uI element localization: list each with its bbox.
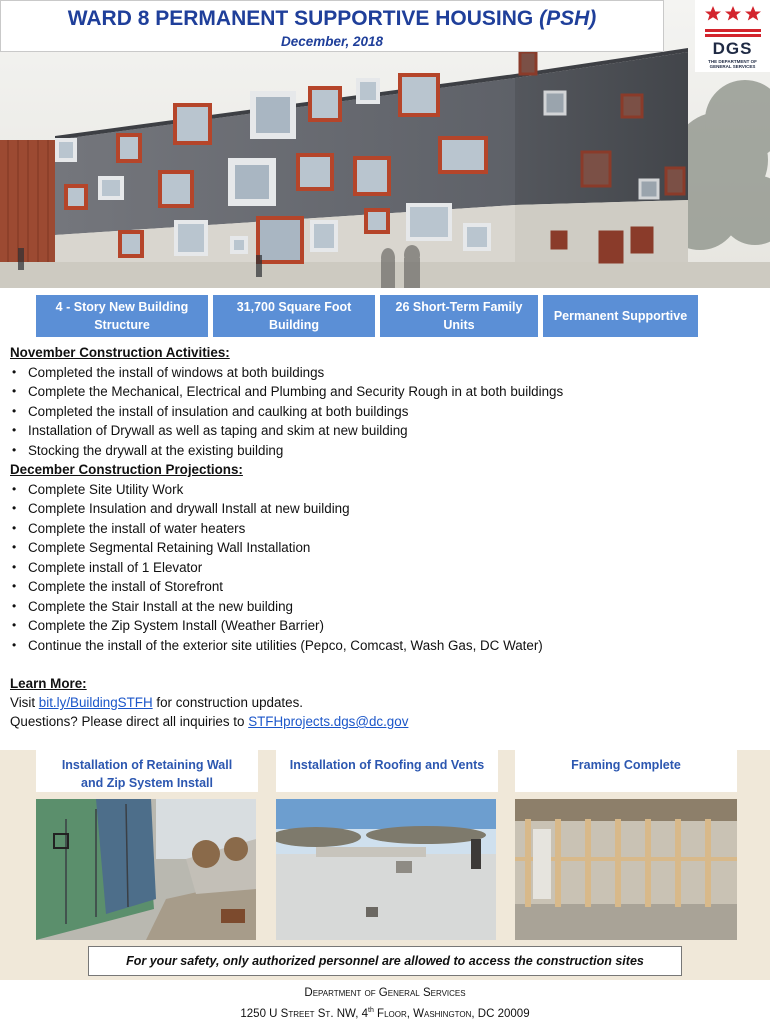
dgs-subtitle-line1: THE DEPARTMENT OF bbox=[708, 59, 757, 64]
title-banner bbox=[0, 0, 664, 52]
list-item: • Complete Insulation and drywall Install at new building bbox=[12, 501, 350, 516]
stat-stories bbox=[36, 295, 208, 337]
dc-flag-bars bbox=[705, 29, 761, 37]
photo-roofing bbox=[276, 799, 496, 940]
december-heading: December Construction Projections: bbox=[10, 462, 243, 477]
list-item: • Completed the install of insulation and caulking at both buildings bbox=[12, 403, 409, 419]
list-item: • Complete the Zip System Install (Weather Barrier) bbox=[12, 618, 324, 633]
list-item: • Complete Segmental Retaining Wall Installation bbox=[12, 540, 311, 555]
photo-caption-roofing: Installation of Roofing and Vents bbox=[276, 750, 498, 792]
photo-retaining-wall bbox=[36, 799, 256, 940]
photo-framing bbox=[515, 799, 737, 940]
list-item: • Complete the Stair Install at the new building bbox=[12, 598, 293, 614]
stat-units-line1: 26 Short-Term Family bbox=[395, 300, 523, 314]
dc-stars-icon bbox=[703, 5, 763, 21]
dgs-subtitle-line2: GENERAL SERVICES bbox=[709, 64, 756, 69]
safety-notice: For your safety, only authorized personnel are allowed to access the construction sites bbox=[88, 946, 682, 976]
list-item: • Continue the install of the exterior site utilities (Pepco, Comcast, Wash Gas, DC Water) bbox=[12, 637, 543, 653]
stat-program-line1: Permanent Supportive bbox=[553, 309, 688, 323]
december-list bbox=[10, 480, 760, 656]
main-content bbox=[10, 343, 760, 731]
list-item: • Complete install of 1 Elevator bbox=[12, 559, 203, 575]
questions-line: Questions? Please direct all inquiries to STFHprojects.dgs@dc.gov bbox=[10, 714, 409, 729]
footer bbox=[0, 984, 770, 1023]
stat-square-feet-line2: Building bbox=[269, 318, 319, 332]
list-item: • Complete the install of Storefront bbox=[12, 579, 224, 594]
dgs-logo bbox=[695, 0, 770, 72]
stat-program bbox=[543, 295, 698, 337]
footer-address: 1250 U Street St. NW, 4th Floor, Washington, DC 20009 bbox=[240, 1007, 530, 1020]
list-item: • Installation of Drywall as well as taping and skim at new building bbox=[12, 423, 408, 438]
stat-units bbox=[380, 295, 538, 337]
list-item: • Complete the install of water heaters bbox=[12, 520, 246, 536]
footer-department: Department of General Services bbox=[304, 987, 466, 999]
title-abbreviation: (PSH) bbox=[539, 7, 597, 30]
stat-stories-line2: Structure bbox=[94, 318, 150, 332]
list-item: • Complete the Mechanical, Electrical and Plumbing and Security Rough in at both buildings bbox=[12, 384, 564, 399]
stat-square-feet-line1: 31,700 Square Foot bbox=[236, 300, 352, 314]
title-text: WARD 8 PERMANENT SUPPORTIVE HOUSING bbox=[67, 7, 540, 30]
report-date: December, 2018 bbox=[280, 34, 384, 49]
building-link[interactable]: bit.ly/BuildingSTFH bbox=[38, 695, 153, 710]
stat-square-feet bbox=[213, 295, 375, 337]
list-item: • Completed the install of windows at both buildings bbox=[12, 364, 325, 380]
stat-stories-line1: 4 - Story New Building bbox=[55, 300, 189, 314]
learn-more-heading: Learn More: bbox=[10, 676, 87, 691]
november-list bbox=[10, 363, 760, 461]
page-title bbox=[1, 7, 663, 31]
stat-units-line2: Units bbox=[443, 318, 475, 332]
dgs-letters: DGS bbox=[712, 39, 753, 58]
list-item: • Stocking the drywall at the existing building bbox=[12, 442, 284, 458]
email-link[interactable]: STFHprojects.dgs@dc.gov bbox=[248, 714, 409, 729]
visit-line: Visit bit.ly/BuildingSTFH for construction updates. bbox=[10, 695, 304, 710]
november-heading: November Construction Activities: bbox=[10, 345, 230, 360]
learn-more-section bbox=[10, 674, 760, 731]
photo-caption-retaining-wall: Installation of Retaining Wall and Zip System Install bbox=[36, 750, 258, 792]
photo-caption-framing: Framing Complete bbox=[515, 750, 737, 792]
list-item: • Complete Site Utility Work bbox=[12, 481, 184, 497]
